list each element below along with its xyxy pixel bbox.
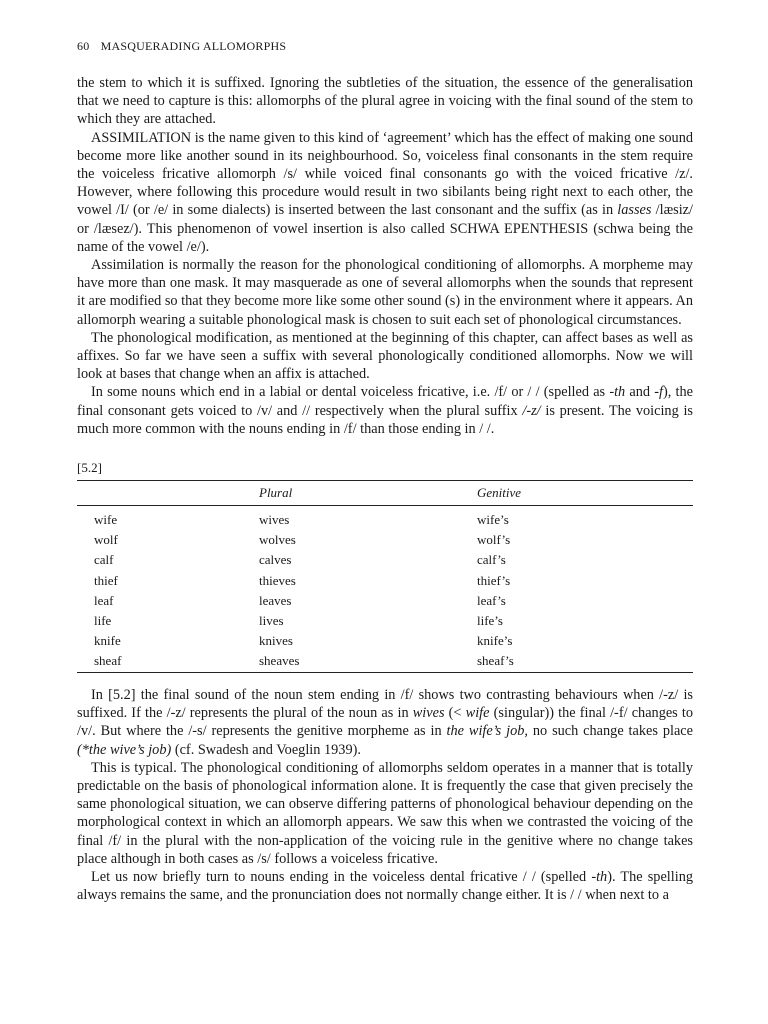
table-cell: thieves (259, 572, 296, 588)
table-cell: knives (259, 633, 293, 649)
paragraph: In some nouns which end in a labial or dental voiceless fricative, i.e. /f/ or / / (spelled as -th and -f), the final consonant gets voiced to /v/ and // respectively when the plural suffix /-z/ is present. The voicing is much more common with the nouns ending in /f/ than those ending in / /. (77, 384, 694, 437)
table-cell: calf (94, 552, 114, 568)
table-cell: wife (94, 512, 118, 528)
paragraph: ASSIMILATION is the name given to this kind of ‘agreement’ which has the effect of making one sound become more like another sound in its neighbourhood. So, voiceless final consonants in the stem require the voiceless fricative allomorph /s/ while voiced final consonants go with the voiced fricative /z/. However, where following this procedure would result in two sibilants being right next to each other, the vowel /I/ (or /e/ in some dialects) is inserted between the last consonant and the suffix (as in lasses /læsiz/ or /læsez/). This phenomenon of vowel insertion is also called SCHWA EPENTHESIS (schwa being the name of the vowel /e/). (77, 129, 693, 255)
table-cell: leaf’s (477, 592, 506, 608)
table-row (77, 591, 693, 611)
table-row (77, 631, 693, 651)
table-cell: sheaf’s (477, 651, 693, 672)
body-text-bottom (77, 686, 693, 904)
table-cell: wolf’s (477, 532, 511, 548)
table-cell: leaf (94, 592, 114, 608)
table-cell: life (94, 613, 112, 629)
paragraph: The phonological modification, as mentioned at the beginning of this chapter, can affect bases as well as affixes. So far we have seen a suffix with several phonologically conditioned allomorphs. Now we will look at bases that change when an affix is attached. (77, 329, 693, 383)
table-row (77, 651, 693, 672)
paragraph: Let us now briefly turn to nouns ending in the voiceless dental fricative / / (spelled -th). The spelling always remains the same, and the pronunciation does not normally change either. It is / / when next to a (77, 869, 694, 904)
table-cell: wolf (94, 532, 118, 548)
table-cell: knife’s (477, 633, 513, 649)
table-row (77, 571, 693, 591)
body-text-top (77, 74, 693, 438)
example-label: [5.2] (77, 460, 102, 475)
table-cell: thief (94, 572, 118, 588)
paragraph: the stem to which it is suffixed. Ignoring the subtleties of the situation, the essence of the generalisation that we need to capture is this: allomorphs of the plural agree in voicing with the final sound of the stem to which they are attached. (77, 75, 693, 128)
column-header (77, 481, 259, 506)
table-row (77, 530, 693, 550)
table-row (77, 611, 693, 631)
table-cell: wolves (259, 532, 296, 548)
table-cell: calf’s (477, 552, 506, 568)
column-header: Plural (259, 481, 477, 506)
running-title: MASQUERADING ALLOMORPHS (100, 39, 287, 53)
table-cell: life’s (477, 613, 503, 629)
table-cell: calves (259, 552, 292, 568)
table-cell: sheaves (259, 651, 477, 672)
running-header (77, 39, 286, 54)
example-table (77, 480, 693, 673)
paragraph: Assimilation is normally the reason for the phonological conditioning of allomorphs. A morpheme may have more than one mask. It may masquerade as one of several allomorphs when the sounds that represent it are modified so that they become more like some other sound (s) in the environment where it appears. An allomorph wearing a suitable phonological mask is chosen to suit each set of phonological circumstances. (77, 257, 693, 328)
table-cell: thief’s (477, 572, 511, 588)
table-cell: wife’s (477, 512, 509, 528)
table-cell: wives (259, 512, 290, 528)
table-row (77, 506, 693, 531)
table-header-row (77, 481, 693, 506)
column-header: Genitive (477, 481, 693, 506)
table-cell: knife (94, 633, 121, 649)
table-cell: leaves (259, 592, 292, 608)
paragraph: In [5.2] the final sound of the noun stem ending in /f/ shows two contrasting behaviours when /-z/ is suffixed. If the /-z/ represents the plural of the noun as in wives (< wife (singular)) the final /-f/ changes to /v/. But where the /-s/ represents the genitive morpheme as in the wife’s job, no such change takes place (*the wive’s job) (cf. Swadesh and Voeglin 1939). (77, 687, 694, 758)
table-row (77, 550, 693, 570)
page-number: 60 (77, 39, 90, 53)
table-cell: sheaf (77, 651, 259, 672)
paragraph: This is typical. The phonological conditioning of allomorphs seldom operates in a manner that is totally predictable on the basis of phonological information alone. It is frequently the case that given precisely the same phonological situation, we can observe differing patterns of phonological behaviour depending on the morphological context in which an allomorph appears. We saw this when we contrasted the voicing of the final /f/ in the plural with the non-application of the voicing rule in the genitive where no change takes place although in both cases as /s/ follows a voiceless fricative. (77, 759, 693, 867)
table-cell: lives (259, 613, 284, 629)
